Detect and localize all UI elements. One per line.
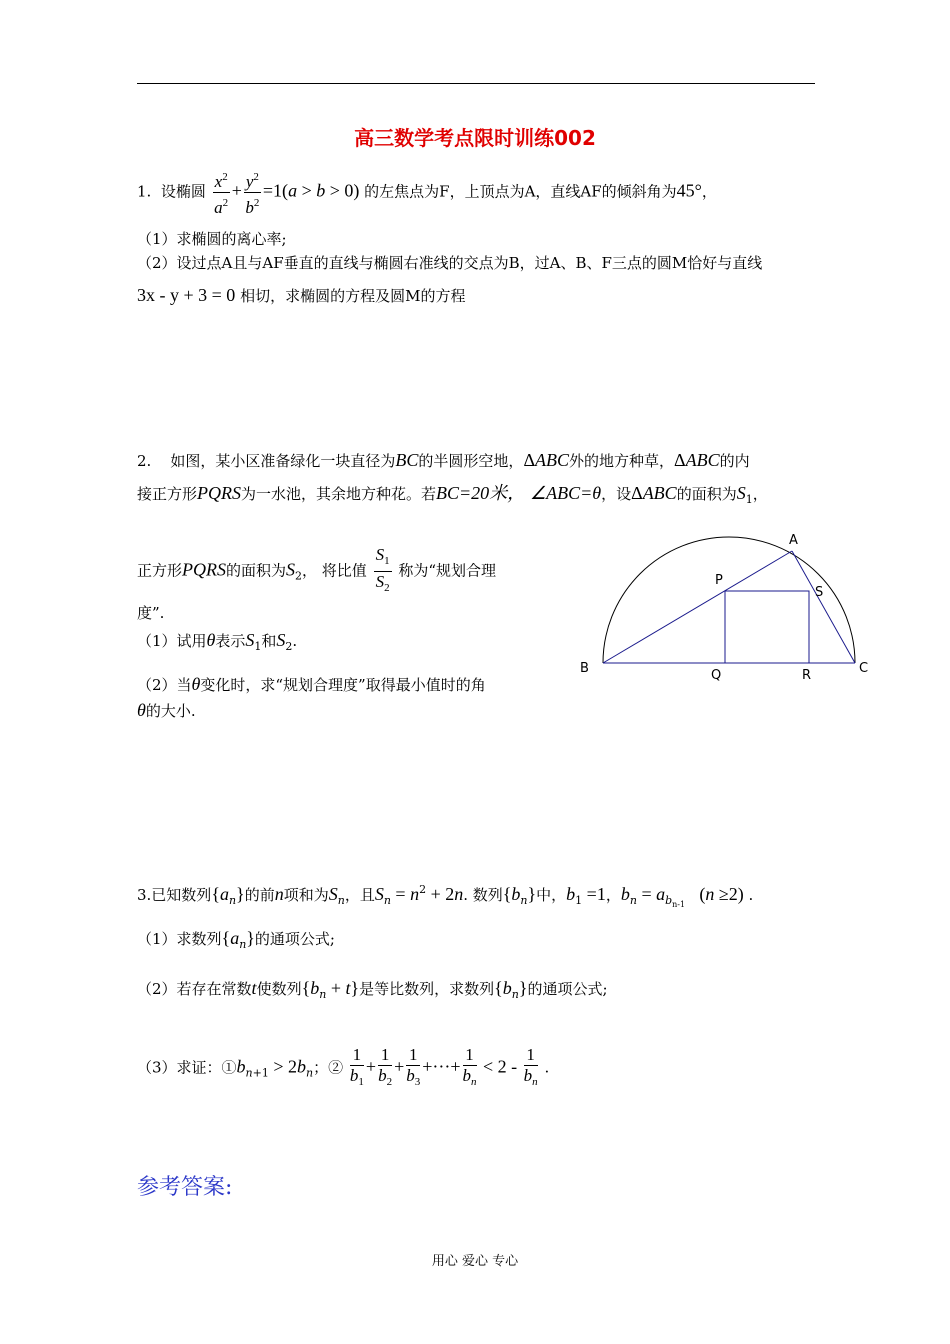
s1-over-s2: $\frac{S_1}{S_2}$ [375,545,390,594]
label-c: C [859,661,869,676]
frac-1-bn: $\frac{1}{b_n}$ [462,1045,477,1088]
page-footer: 用心 爱心 专心 [431,1254,519,1269]
q2-part2: （2）当θ变化时，求“规划合理度”取得最小值时的角 [137,674,486,694]
frac-1-bn-rhs: $\frac{1}{b_n}$ [523,1045,538,1088]
label-b: B [580,661,589,676]
q2-part2-cont: θ的大小. [137,700,196,720]
frac-1-b1: $\frac{1}{b_1}$ [349,1045,364,1088]
segment-ac [792,551,855,663]
frac-1-b2: $\frac{1}{b_2}$ [378,1045,393,1088]
q2-part1: （1）试用θ表示$S_1$和$S_2$. [137,630,298,653]
q3-part2: （2）若存在常数t使数列$\{b_n + t\}$是等比数列，求数列$\{b_n\}$的通项公式; [137,978,608,1001]
q3-statement: 3.已知数列$\{a_n\}$的前n项和为$S_n$，且$S_n = n^2 + 2n$. 数列$\{b_n\}$中，$b_1 =1$，$b_n = a_{b_{n-1}}$ (n ≥2) . [137,883,754,910]
q1-statement: 1. 设椭圆 $\frac{x^2}{a^2}$ + $\frac{y^2}{b^2}$ =1(a > b > 0) 的左焦点为F，上顶点为A，直线AF的倾斜角为45°， [137,167,717,218]
segment-ba [603,551,792,663]
label-a: A [789,533,798,548]
frac-1-b3: $\frac{1}{b_3}$ [406,1045,421,1088]
q1-part1: （1）求椭圆的离心率; [137,230,287,248]
q2-line3: 正方形PQRS的面积为$S_2$， 将比值 $\frac{S_1}{S_2}$ 称为“规划合理 [137,545,496,598]
q2-line4: 度”. [137,604,165,622]
square-pqrs [725,591,809,663]
q1-part2: （2）设过点A且与AF垂直的直线与椭圆右准线的交点为B，过A、B、F三点的圆M恰好与直线 [137,254,763,272]
q2-line2: 接正方形PQRS为一水池，其余地方种花。若BC=20米， ∠ABC=θ，设ΔABC的面积为$S_1$， [137,483,768,506]
label-p: P [715,573,723,588]
header-rule [137,83,815,84]
q1-part2-cont: 3x - y + 3 = 0 相切，求椭圆的方程及圆M的方程 [137,285,466,305]
q3-part3: （3）求证：$①b_{n+1} > 2b_n$；② $\frac{1}{b_1}$ + $\frac{1}{b_2}$ + $\frac{1}{b_3}$ +···+ $\frac{1}{b_n}$ < 2 - $\frac{1}{b_n}$ . [137,1045,549,1092]
page-title: 高三数学考点限时训练002 [354,126,596,150]
q2-line1: 2. 如图，某小区准备绿化一块直径为BC的半圆形空地，ΔABC外的地方种草，ΔABC的内 [137,450,750,470]
q3-part1: （1）求数列$\{a_n\}$的通项公式; [137,928,335,951]
y2-over-b2: $\frac{y^2}{b^2}$ [244,167,261,218]
x2-over-a2: $\frac{x^2}{a^2}$ [213,167,230,218]
semicircle-arc [603,537,855,663]
label-s: S [815,585,824,600]
label-q: Q [711,668,722,683]
answer-heading: 参考答案: [137,1175,233,1200]
semicircle-figure [570,530,870,690]
label-r: R [802,668,812,683]
